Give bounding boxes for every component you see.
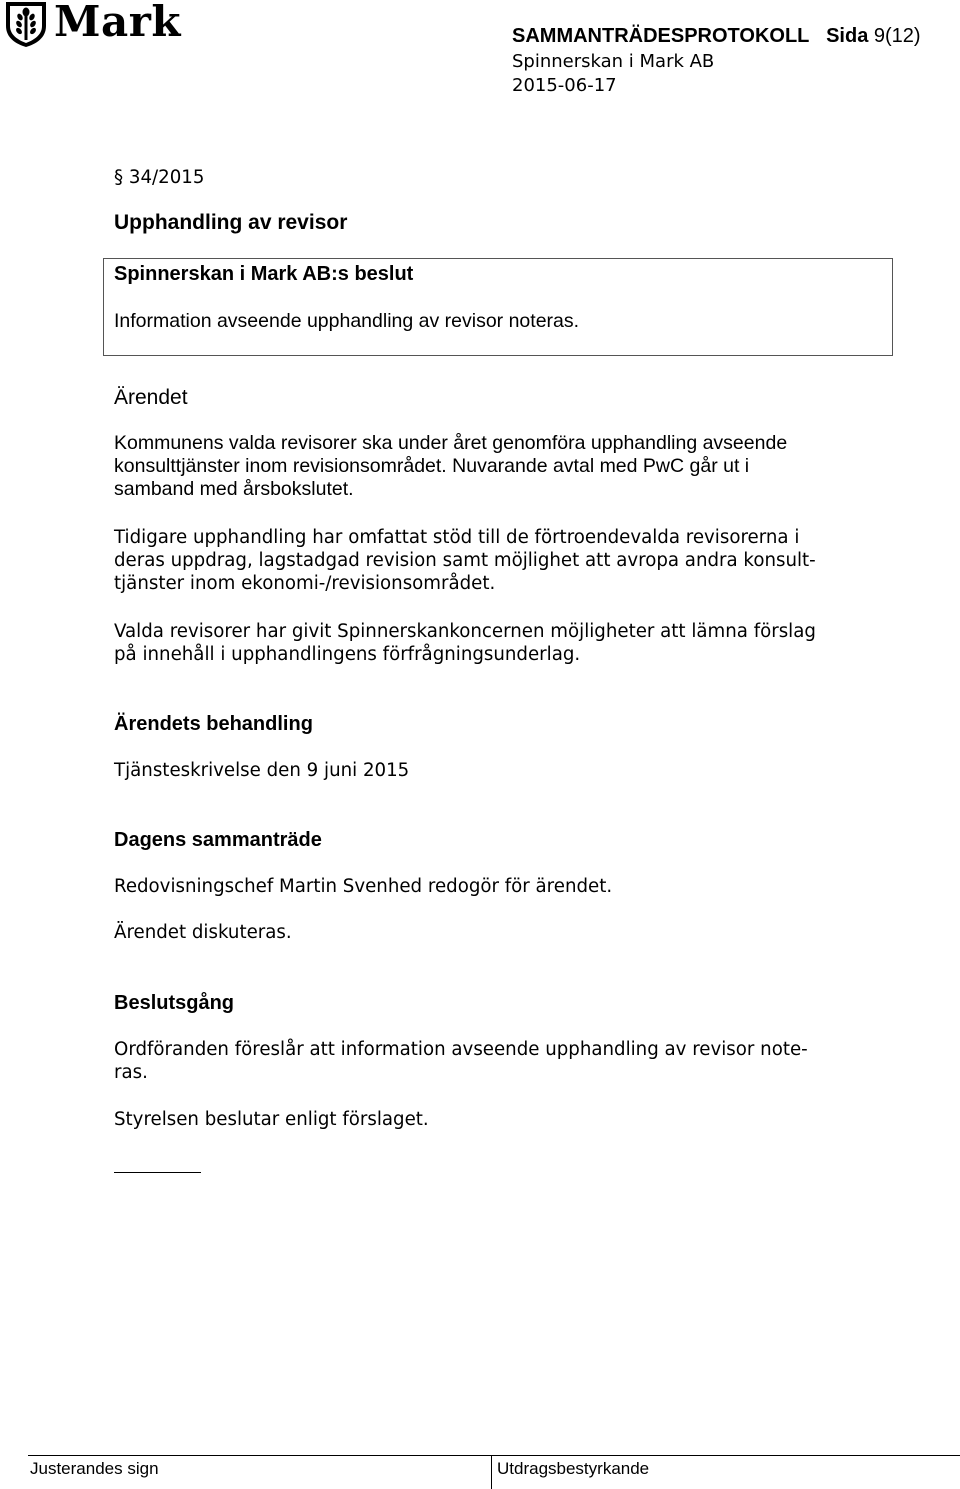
beslutsgang-paragraph-1: Ordföranden föreslår att information avseende upphandling av revisor note- ras. — [114, 1039, 808, 1083]
beslutsgang-paragraph-2: Styrelsen beslutar enligt förslaget. — [114, 1109, 429, 1130]
page-label: Sida — [826, 25, 869, 47]
sammantrade-paragraph-2: Ärendet diskuteras. — [114, 922, 292, 943]
meeting-date: 2015-06-17 — [512, 75, 617, 96]
footer-column-divider — [491, 1455, 492, 1489]
doc-type: SAMMANTRÄDESPROTOKOLL — [512, 25, 810, 47]
footer-divider — [28, 1455, 960, 1456]
end-rule — [114, 1172, 201, 1173]
logo-wordmark: Mark — [54, 0, 181, 46]
section-heading-behandling: Ärendets behandling — [114, 713, 313, 735]
paragraph-title: Upphandling av revisor — [114, 211, 348, 234]
decision-text: Information avseende upphandling av revisor noteras. — [114, 310, 580, 332]
arendet-paragraph-3: Valda revisorer har givit Spinnerskankoncernen möjligheter att lämna förslag på innehåll i upphandlingens förfrågningsunderlag. — [114, 621, 816, 665]
section-heading-arendet: Ärendet — [114, 386, 188, 409]
behandling-text: Tjänsteskrivelse den 9 juni 2015 — [114, 760, 410, 781]
section-heading-beslutsgang: Beslutsgång — [114, 992, 235, 1014]
footer-justerandes-sign: Justerandes sign — [30, 1459, 159, 1478]
sammantrade-paragraph-1: Redovisningschef Martin Svenhed redogör för ärendet. — [114, 876, 613, 897]
organization-name: Spinnerskan i Mark AB — [512, 51, 715, 72]
document-title — [512, 24, 921, 48]
section-heading-sammantrade: Dagens sammanträde — [114, 829, 322, 851]
arendet-paragraph-2: Tidigare upphandling har omfattat stöd till de förtroendevalda revisorerna i deras uppdrag, lagstadgad revision samt möjlighet att avropa andra konsult- tjänster inom ekonomi-/revisionsområdet. — [114, 527, 816, 594]
coat-of-arms-icon — [4, 0, 48, 48]
paragraph-number: § 34/2015 — [114, 167, 205, 188]
page-number: 9(12) — [873, 25, 921, 47]
arendet-paragraph-1: Kommunens valda revisorer ska under året genomföra upphandling avseende konsulttjänster inom revisionsområdet. Nuvarande avtal med PwC går ut i samband med årsbokslutet. — [114, 432, 788, 500]
footer-utdragsbestyrkande: Utdragsbestyrkande — [497, 1459, 650, 1478]
decision-heading: Spinnerskan i Mark AB:s beslut — [114, 263, 414, 285]
